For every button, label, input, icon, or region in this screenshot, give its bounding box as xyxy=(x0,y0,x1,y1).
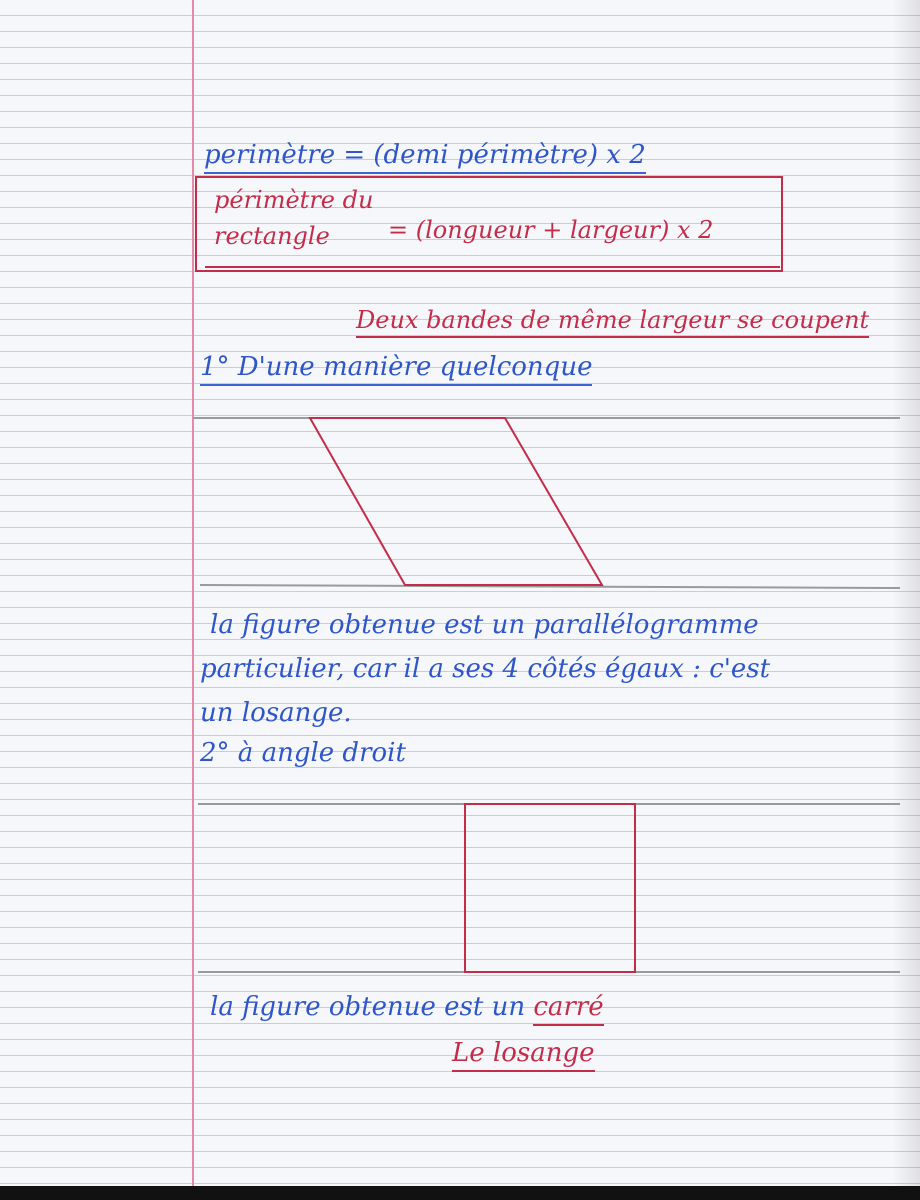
case2-text xyxy=(210,992,604,1022)
rectangle-label-line2: rectangle xyxy=(214,222,330,250)
section-title: Deux bandes de même largeur se coupent xyxy=(356,306,869,338)
lesson-title: Le losange xyxy=(452,1038,595,1072)
rectangle-formula: = (longueur + largeur) x 2 xyxy=(388,216,714,244)
rectangle-label-line1: périmètre du xyxy=(214,186,374,214)
case1-text-line1: la figure obtenue est un parallélogramme xyxy=(210,610,759,640)
case2-heading: 2° à angle droit xyxy=(200,738,406,768)
rhombus-shape xyxy=(310,418,602,585)
scan-bottom-edge xyxy=(0,1186,920,1200)
case1-heading: 1° D'une manière quelconque xyxy=(200,352,592,386)
case1-text-line3: un losange. xyxy=(200,698,352,728)
case2-text-end: carré xyxy=(533,992,603,1026)
square-shape xyxy=(465,804,635,972)
case2-text-start: la figure obtenue est un xyxy=(210,992,526,1022)
case1-text-line2: particulier, car il a ses 4 côtés égaux : c'est xyxy=(200,654,771,684)
perimeter-formula: perimètre = (demi périmètre) x 2 xyxy=(204,140,646,174)
